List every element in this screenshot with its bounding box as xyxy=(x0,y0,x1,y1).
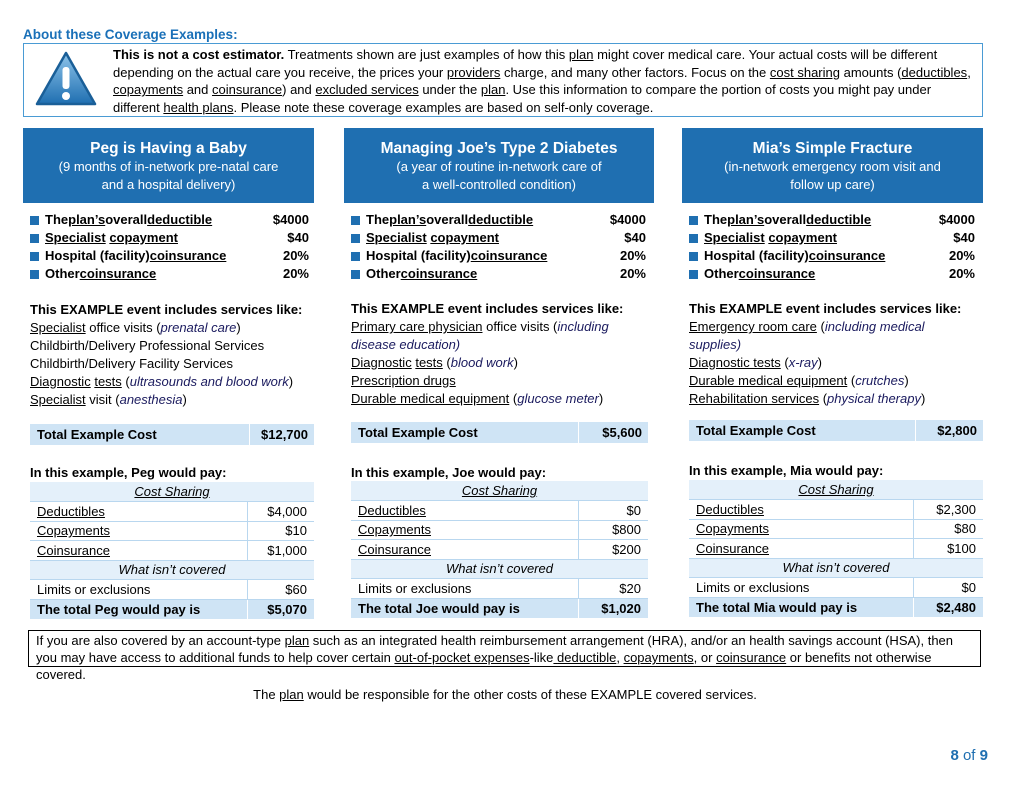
cost-sharing-link[interactable]: cost sharing xyxy=(769,64,840,80)
square-bullet-icon xyxy=(30,234,39,243)
deductibles-link[interactable]: deductibles xyxy=(901,64,968,80)
list-item: Other coinsurance 20% xyxy=(689,265,980,283)
square-bullet-icon xyxy=(30,216,39,225)
hra-note: If you are also covered by an account-type plan such as an integrated health reimbursement arrangement (HRA), and/or an health savings account (HSA), then you may have access to additional funds to help cover certain out-of-pocket expenses-like deductible, copayments, or coinsurance or benefits not otherwise covered. xyxy=(28,630,981,667)
example-header xyxy=(344,128,654,203)
services-list xyxy=(23,301,314,409)
example-title: Mia’s Simple Fracture xyxy=(752,140,913,157)
list-item: Specialist copayment $40 xyxy=(689,229,980,247)
services-heading: This EXAMPLE event includes services like: xyxy=(689,301,962,316)
rehabilitation-link[interactable]: Rehabilitation services xyxy=(689,391,820,406)
copayments-link[interactable]: copayments xyxy=(113,82,184,97)
list-item: Other coinsurance 20% xyxy=(30,265,314,283)
list-item: supplies) xyxy=(689,337,742,352)
example-title: Peg is Having a Baby xyxy=(90,140,247,157)
list-item: Specialist copayment $40 xyxy=(351,229,651,247)
square-bullet-icon xyxy=(689,234,698,243)
cost-sharing-link[interactable]: Cost Sharing xyxy=(351,481,648,501)
table-row: Copayments $80 xyxy=(689,519,983,539)
coinsurance-link[interactable]: coinsurance xyxy=(808,248,886,263)
list-item: Childbirth/Delivery Facility Services xyxy=(30,356,233,371)
plan-summary xyxy=(23,211,314,283)
list-item: Durable medical equipment (glucose meter) xyxy=(351,391,604,406)
diagnostic-tests-link[interactable]: Diagnostic tests xyxy=(689,355,781,370)
copayments-link[interactable]: copayments xyxy=(623,650,694,665)
about-text: This is not a cost estimator. Treatments shown are just examples of how this plan might cover medical care. Your actual costs will be different depending on the actual care you receive, the prices your providers charge, and many other factors. Focus on the cost sharing amounts (deductibles, copayments and coinsurance) and excluded services under the plan. Use this information to compare the portion of costs you might pay under different health plans. Please note these coverage examples are based on self-only coverage. xyxy=(113,47,971,115)
table-row: The total Peg would pay is $5,070 xyxy=(30,599,314,619)
list-item xyxy=(351,372,654,390)
copayment-link[interactable]: copayment xyxy=(109,230,178,245)
pay-table xyxy=(30,482,314,619)
cost-sharing-link[interactable]: Cost Sharing xyxy=(689,480,983,500)
list-item: Durable medical equipment (crutches) xyxy=(689,373,909,388)
copayment-link[interactable]: copayment xyxy=(430,230,499,245)
plan-link[interactable]: plan’s xyxy=(389,212,427,227)
specialist-link[interactable]: Specialist xyxy=(30,320,86,335)
square-bullet-icon xyxy=(351,216,360,225)
coinsurance-link[interactable]: Coinsurance xyxy=(351,540,578,560)
coinsurance-link[interactable]: coinsurance xyxy=(212,82,283,97)
page-number: 8 of 9 xyxy=(950,747,988,764)
deductibles-link[interactable]: Deductibles xyxy=(30,502,248,522)
table-row xyxy=(30,482,314,502)
list-item: The plan’s overall deductible $4000 xyxy=(30,211,314,229)
table-row: What isn’t covered xyxy=(351,559,648,579)
total-example-cost: Total Example Cost $12,700 xyxy=(30,424,314,445)
coinsurance-link[interactable]: coinsurance xyxy=(400,266,478,281)
coinsurance-link[interactable]: coinsurance xyxy=(470,248,548,263)
coinsurance-link[interactable]: coinsurance xyxy=(716,650,787,665)
table-row: Copayments $800 xyxy=(351,520,648,540)
list-item: Diagnostic tests (ultrasounds and blood work) xyxy=(30,374,294,389)
square-bullet-icon xyxy=(689,216,698,225)
services-list xyxy=(682,300,983,408)
services-heading: This EXAMPLE event includes services like: xyxy=(351,301,624,316)
coinsurance-link[interactable]: Coinsurance xyxy=(30,541,248,561)
total-example-cost: Total Example Cost $2,800 xyxy=(689,420,983,441)
list-item: Childbirth/Delivery Professional Services xyxy=(30,338,265,353)
warning-icon xyxy=(34,50,98,108)
about-box xyxy=(23,43,983,117)
deductibles-link[interactable]: Deductibles xyxy=(689,500,914,520)
deductible-link[interactable]: deductible xyxy=(557,650,617,665)
pay-heading: In this example, Peg would pay: xyxy=(30,465,227,480)
services-heading: This EXAMPLE event includes services like: xyxy=(30,302,303,317)
square-bullet-icon xyxy=(689,252,698,261)
list-item: Specialist office visits (prenatal care) xyxy=(30,320,241,335)
list-item: Diagnostic tests (x-ray) xyxy=(689,355,822,370)
about-title: About these Coverage Examples: xyxy=(23,27,238,42)
table-row: Limits or exclusions $0 xyxy=(689,578,983,598)
specialist-link[interactable]: Specialist xyxy=(704,230,765,245)
table-row: Limits or exclusions $20 xyxy=(351,579,648,599)
square-bullet-icon xyxy=(351,252,360,261)
plan-link[interactable]: plan xyxy=(568,47,594,62)
pay-heading: In this example, Joe would pay: xyxy=(351,465,547,480)
plan-summary xyxy=(344,211,654,283)
cost-sharing-link[interactable]: Cost Sharing xyxy=(30,482,314,502)
coinsurance-link[interactable]: coinsurance xyxy=(149,248,227,263)
tests-link[interactable]: tests xyxy=(94,374,122,389)
example-header xyxy=(23,128,314,203)
health-plans-link[interactable]: health plans xyxy=(163,99,234,115)
table-row xyxy=(351,481,648,501)
table-row: The total Mia would pay is $2,480 xyxy=(689,597,983,617)
specialist-link[interactable]: Specialist xyxy=(30,392,86,407)
table-row: Coinsurance $100 xyxy=(689,539,983,559)
table-row: Limits or exclusions $60 xyxy=(30,580,314,600)
list-item: Rehabilitation services (physical therapy) xyxy=(689,391,926,406)
list-item: Hospital (facility) coinsurance 20% xyxy=(30,247,314,265)
deductible-link[interactable]: deductible xyxy=(468,212,534,227)
example-header xyxy=(682,128,983,203)
deductible-link[interactable]: deductible xyxy=(806,212,872,227)
table-row: Copayments $10 xyxy=(30,521,314,541)
example-subtitle: and a hospital delivery) xyxy=(101,177,236,192)
example-subtitle: a well-controlled condition) xyxy=(422,177,576,192)
services-list xyxy=(344,300,654,408)
square-bullet-icon xyxy=(30,252,39,261)
example-title: Managing Joe’s Type 2 Diabetes xyxy=(380,140,618,157)
total-example-cost: Total Example Cost $5,600 xyxy=(351,422,648,443)
plan-link[interactable]: plan xyxy=(279,687,304,702)
copayments-link[interactable]: Copayments xyxy=(30,521,248,541)
table-row xyxy=(689,480,983,500)
square-bullet-icon xyxy=(30,270,39,279)
specialist-link[interactable]: Specialist xyxy=(45,230,106,245)
table-row: Deductibles $2,300 xyxy=(689,500,983,520)
square-bullet-icon xyxy=(351,234,360,243)
plan-link[interactable]: plan xyxy=(284,633,310,648)
list-item: Emergency room care (including medical xyxy=(689,319,925,334)
specialist-link[interactable]: Specialist xyxy=(366,230,427,245)
copayment-link[interactable]: copayment xyxy=(768,230,837,245)
copayments-link[interactable]: Copayments xyxy=(351,520,578,540)
list-item: Other coinsurance 20% xyxy=(351,265,651,283)
diagnostic-link[interactable]: Diagnostic xyxy=(351,355,412,370)
providers-link[interactable]: providers xyxy=(446,64,501,80)
plan-link-2[interactable]: plan xyxy=(480,82,506,97)
example-subtitle: (a year of routine in-network care of xyxy=(396,159,602,174)
plan-link[interactable]: plan’s xyxy=(68,212,106,227)
emergency-room-link[interactable]: Emergency room care xyxy=(689,319,817,334)
table-row: Deductibles $0 xyxy=(351,501,648,521)
example-peg xyxy=(23,128,314,617)
pay-table xyxy=(689,480,983,617)
table-row: What isn’t covered xyxy=(30,560,314,580)
durable-equipment-link[interactable]: Durable medical equipment xyxy=(351,391,510,406)
durable-equipment-link[interactable]: Durable medical equipment xyxy=(689,373,848,388)
out-of-pocket-link[interactable]: out-of-pocket expenses xyxy=(394,650,530,665)
pay-heading: In this example, Mia would pay: xyxy=(689,463,884,478)
example-joe xyxy=(344,128,654,616)
primary-care-link[interactable]: Primary care physician xyxy=(351,319,483,334)
list-item: Specialist visit (anesthesia) xyxy=(30,392,187,407)
example-subtitle: (in-network emergency room visit and xyxy=(724,159,941,174)
list-item: The plan’s overall deductible $4000 xyxy=(689,211,980,229)
table-row: The total Joe would pay is $1,020 xyxy=(351,598,648,618)
plan-summary xyxy=(682,211,983,283)
square-bullet-icon xyxy=(689,270,698,279)
coinsurance-link[interactable]: coinsurance xyxy=(738,266,816,281)
table-row: Coinsurance $200 xyxy=(351,540,648,560)
deductible-link[interactable]: deductible xyxy=(147,212,213,227)
example-subtitle: follow up care) xyxy=(790,177,875,192)
footer-note: The plan would be responsible for the other costs of these EXAMPLE covered services. xyxy=(253,687,757,702)
list-item: Hospital (facility) coinsurance 20% xyxy=(351,247,651,265)
example-mia xyxy=(682,128,983,615)
excluded-services-link[interactable]: excluded services xyxy=(315,82,419,97)
list-item: The plan’s overall deductible $4000 xyxy=(351,211,651,229)
list-item: Hospital (facility) coinsurance 20% xyxy=(689,247,980,265)
list-item: Specialist copayment $40 xyxy=(30,229,314,247)
plan-link[interactable]: plan’s xyxy=(727,212,765,227)
pay-table xyxy=(351,481,648,618)
deductibles-link[interactable]: Deductibles xyxy=(351,501,578,521)
example-subtitle: (9 months of in-network pre-natal care xyxy=(58,159,279,174)
table-row: Deductibles $4,000 xyxy=(30,502,314,522)
list-item: Diagnostic tests (blood work) xyxy=(351,355,518,370)
coinsurance-link[interactable]: coinsurance xyxy=(79,266,157,281)
diagnostic-link[interactable]: Diagnostic xyxy=(30,374,91,389)
square-bullet-icon xyxy=(351,270,360,279)
copayments-link[interactable]: Copayments xyxy=(689,519,914,539)
tests-link[interactable]: tests xyxy=(415,355,443,370)
table-row: What isn’t covered xyxy=(689,558,983,578)
list-item: Primary care physician office visits (including xyxy=(351,319,609,334)
list-item: disease education) xyxy=(351,337,461,352)
table-row: Coinsurance $1,000 xyxy=(30,541,314,561)
prescription-drugs-link[interactable]: Prescription drugs xyxy=(351,373,456,388)
coinsurance-link[interactable]: Coinsurance xyxy=(689,539,914,559)
